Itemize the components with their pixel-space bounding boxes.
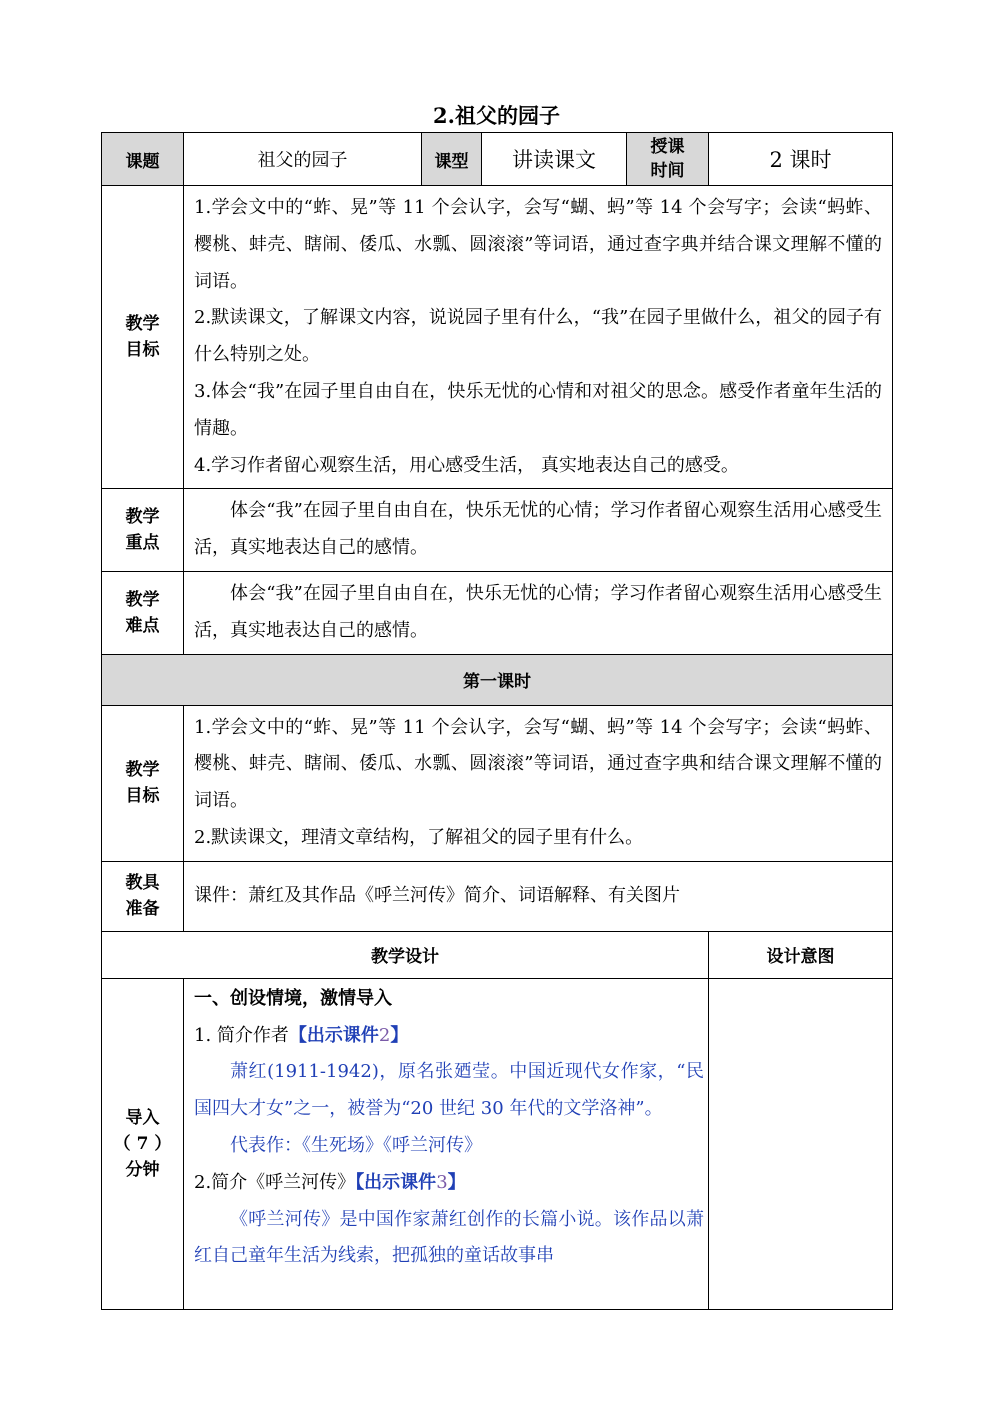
intro-item1-prefix: 1. 简介作者 bbox=[194, 1024, 289, 1046]
intro-item1 bbox=[194, 1018, 704, 1055]
key-points-label bbox=[102, 489, 184, 572]
key-points-label-line2: 重点 bbox=[125, 533, 160, 554]
courseware-number: 2 bbox=[378, 1024, 391, 1046]
key-points-row bbox=[102, 489, 893, 572]
intro-label-line3: 分钟 bbox=[125, 1159, 160, 1180]
intro-label-line2: （ 7 ） bbox=[113, 1133, 172, 1154]
type-value: 讲读课文 bbox=[482, 133, 627, 186]
lesson1-objectives-label-line1: 教学 bbox=[125, 760, 160, 781]
time-label-line2: 时间 bbox=[650, 161, 685, 181]
intro-intent-cell bbox=[709, 978, 893, 1309]
courseware-tag-close: 】 bbox=[390, 1024, 409, 1046]
objectives-label-line1: 教学 bbox=[125, 314, 160, 335]
tools-label bbox=[102, 861, 184, 931]
courseware-tag: 【出示课件 bbox=[288, 1024, 379, 1046]
objectives-label bbox=[102, 186, 184, 489]
difficulties-content bbox=[184, 571, 893, 654]
tools-label-line1: 教具 bbox=[125, 873, 160, 894]
topic-label: 课题 bbox=[102, 133, 184, 186]
objective-item: 2.默读课文，了解课文内容，说说园子里有什么，“我”在园子里做什么，祖父的园子有什么特别之处。 bbox=[194, 307, 883, 366]
lesson1-objectives-content bbox=[184, 705, 893, 861]
lesson1-objectives-label bbox=[102, 705, 184, 861]
intro-row bbox=[102, 978, 893, 1309]
intro-section-title: 一、创设情境，激情导入 bbox=[194, 987, 392, 1009]
courseware-tag-close: 】 bbox=[447, 1171, 466, 1193]
intro-item2-prefix: 2.简介《呼兰河传》 bbox=[194, 1171, 356, 1193]
header-row bbox=[102, 133, 893, 186]
difficulties-label bbox=[102, 571, 184, 654]
lesson1-heading-row bbox=[102, 654, 893, 705]
tools-text: 课件：萧红及其作品《呼兰河传》简介、词语解释、有关图片 bbox=[194, 884, 680, 906]
difficulties-row bbox=[102, 571, 893, 654]
lesson-plan-table bbox=[101, 132, 893, 1310]
objective-item: 3.体会“我”在园子里自由自在，快乐无忧的心情和对祖父的思念。感受作者童年生活的情趣。 bbox=[194, 380, 883, 439]
objectives-label-line2: 目标 bbox=[125, 340, 160, 361]
courseware-tag: 【出示课件 bbox=[355, 1171, 437, 1193]
book-intro: 《呼兰河传》是中国作家萧红创作的长篇小说。该作品以萧红自己童年生活为线索，把孤独的童话故事串 bbox=[194, 1208, 704, 1267]
intro-item2 bbox=[194, 1165, 704, 1202]
lesson1-objective-item: 2.默读课文，理清文章结构，了解祖父的园子里有什么。 bbox=[194, 826, 644, 848]
lesson1-heading: 第一课时 bbox=[102, 654, 893, 705]
type-label: 课型 bbox=[422, 133, 482, 186]
intro-label bbox=[102, 978, 184, 1309]
time-value: 2 课时 bbox=[709, 133, 893, 186]
objective-item: 4.学习作者留心观察生活，用心感受生活， 真实地表达自己的感受。 bbox=[194, 454, 739, 476]
intent-heading: 设计意图 bbox=[709, 931, 893, 978]
difficulties-label-line2: 难点 bbox=[125, 615, 160, 636]
lesson1-objectives-label-line2: 目标 bbox=[125, 786, 160, 807]
design-heading-row bbox=[102, 931, 893, 978]
tools-row bbox=[102, 861, 893, 931]
intro-content bbox=[184, 978, 709, 1309]
intro-label-line1: 导入 bbox=[125, 1107, 160, 1128]
author-bio: 萧红(1911-1942)，原名张廼莹。中国近现代女作家，“民国四大才女”之一，被誉为“20 世纪 30 年代的文学洛神”。 bbox=[194, 1061, 704, 1120]
document-title: 2.祖父的园子 bbox=[433, 103, 560, 128]
objective-item: 1.学会文中的“蚱、晃”等 11 个会认字，会写“蝴、蚂”等 14 个会写字；会读“蚂蚱、樱桃、蚌壳、瞎闹、倭瓜、水瓢、圆滚滚”等词语，通过查字典并结合课文理解不懂的词语。 bbox=[194, 197, 883, 292]
key-points-label-line1: 教学 bbox=[125, 507, 160, 528]
objectives-row bbox=[102, 186, 893, 489]
time-label bbox=[627, 133, 709, 186]
tools-content bbox=[184, 861, 893, 931]
time-label-line1: 授课 bbox=[650, 137, 685, 157]
lesson1-objective-item: 1.学会文中的“蚱、晃”等 11 个会认字，会写“蝴、蚂”等 14 个会写字；会读“蚂蚱、樱桃、蚌壳、瞎闹、倭瓜、水瓢、圆滚滚”等词语，通过查字典和结合课文理解不懂的词语。 bbox=[194, 716, 883, 812]
courseware-number: 3 bbox=[436, 1171, 448, 1193]
tools-label-line2: 准备 bbox=[125, 899, 160, 920]
objectives-content bbox=[184, 186, 893, 489]
design-heading: 教学设计 bbox=[102, 931, 709, 978]
topic-value: 祖父的园子 bbox=[184, 133, 422, 186]
key-points-content bbox=[184, 489, 893, 572]
key-points-text: 体会“我”在园子里自由自在，快乐无忧的心情；学习作者留心观察生活用心感受生活，真实地表达自己的感情。 bbox=[194, 500, 883, 559]
difficulties-text: 体会“我”在园子里自由自在，快乐无忧的心情；学习作者留心观察生活用心感受生活，真实地表达自己的感情。 bbox=[194, 582, 883, 641]
author-works: 代表作：《生死场》《呼兰河传》 bbox=[230, 1134, 482, 1156]
lesson1-objectives-row bbox=[102, 705, 893, 861]
difficulties-label-line1: 教学 bbox=[125, 589, 160, 610]
